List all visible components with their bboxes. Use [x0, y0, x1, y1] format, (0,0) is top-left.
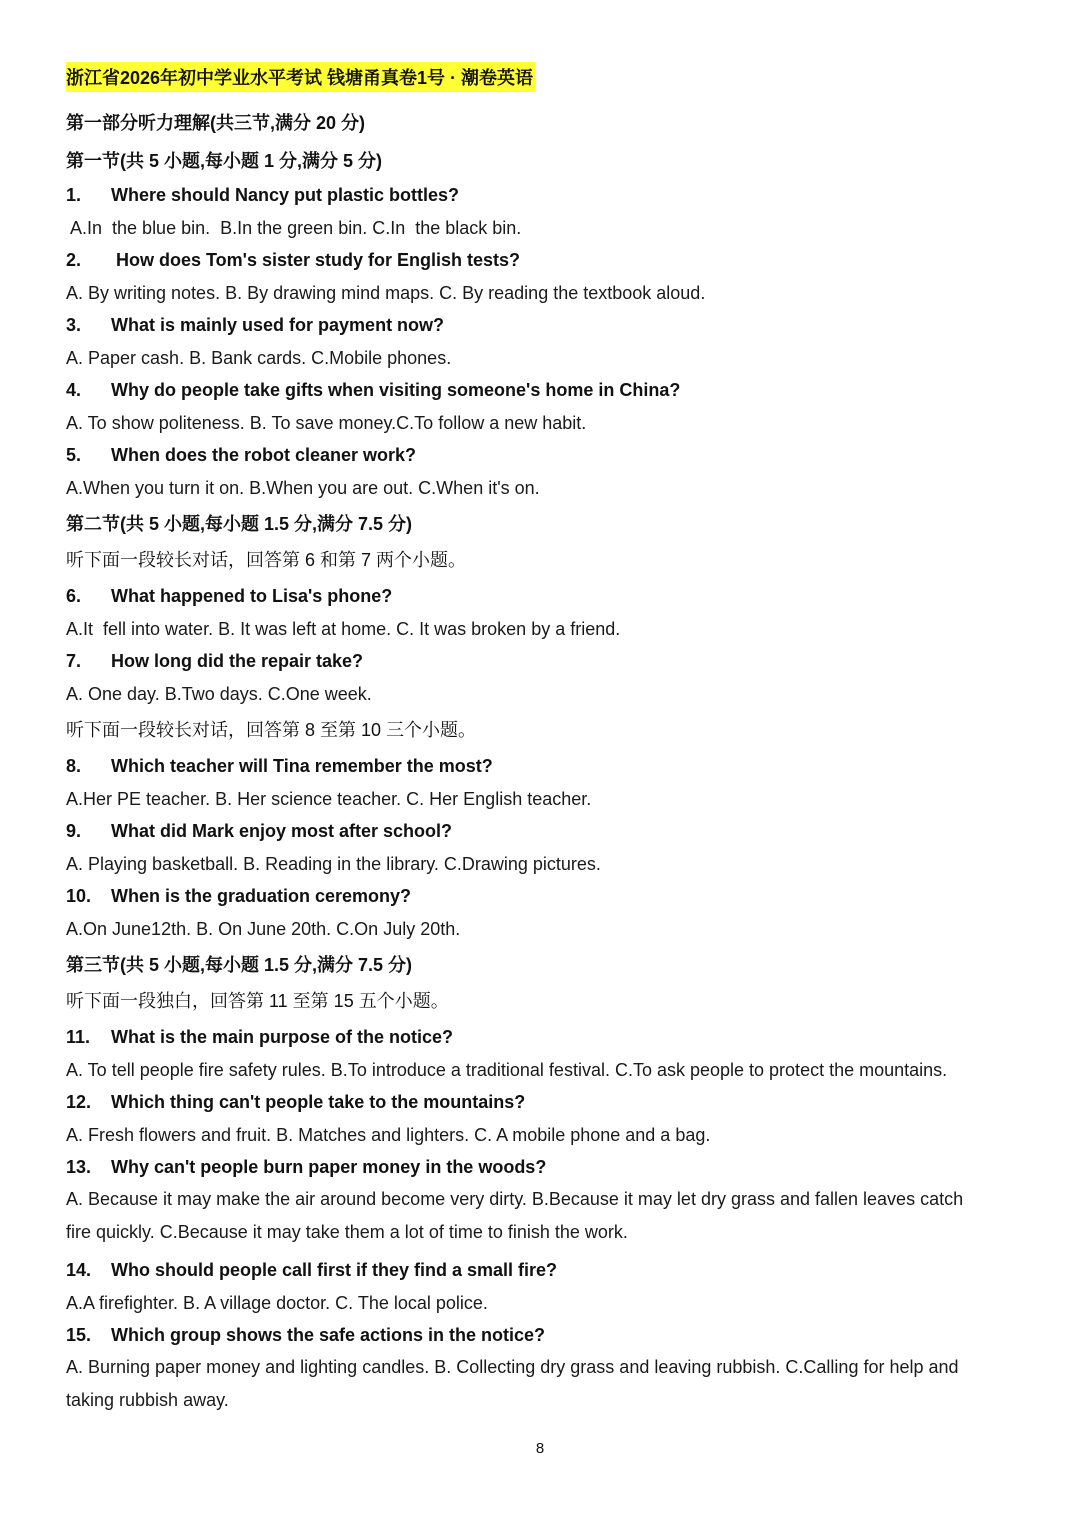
exam-page — [66, 62, 1026, 1417]
question-15 — [66, 1324, 1026, 1346]
instruction-6-7: 听下面一段较长对话，回答第 6 和第 7 两个小题。 — [66, 550, 467, 570]
question-number: 14. — [66, 1260, 92, 1280]
question-11 — [66, 1026, 1026, 1048]
question-options: A. Fresh flowers and fruit. B. Matches and lighters. C. A mobile phone and a bag. — [66, 1125, 711, 1145]
question-text: Where should Nancy put plastic bottles? — [111, 185, 460, 205]
question-8 — [66, 755, 1026, 777]
part-heading: 第一部分听力理解(共三节,满分 20 分) — [66, 113, 366, 133]
question-3 — [66, 314, 1026, 336]
question-options: A. By writing notes. B. By drawing mind maps. C. By reading the textbook aloud. — [66, 283, 706, 303]
question-2 — [66, 249, 1026, 271]
question-options: A. Because it may make the air around become very dirty. B.Because it may let dry grass and fallen leaves catch fire quickly. C.Because it may take them a lot of time to finish the work. — [66, 1189, 964, 1242]
question-text: What did Mark enjoy most after school? — [111, 821, 453, 841]
instruction-11-15: 听下面一段独白，回答第 11 至第 15 五个小题。 — [66, 991, 449, 1011]
question-number: 15. — [66, 1325, 92, 1345]
question-text: When does the robot cleaner work? — [111, 445, 417, 465]
question-options: A.It fell into water. B. It was left at home. C. It was broken by a friend. — [66, 619, 621, 639]
question-number: 10. — [66, 886, 92, 906]
question-options: A.On June12th. B. On June 20th. C.On July 20th. — [66, 919, 461, 939]
question-options: A.A firefighter. B. A village doctor. C. The local police. — [66, 1293, 488, 1313]
question-number: 6. — [66, 586, 82, 606]
question-number: 4. — [66, 380, 82, 400]
question-options: A. To tell people fire safety rules. B.To introduce a traditional festival. C.To ask people to protect the mountains. — [66, 1060, 948, 1080]
question-number: 8. — [66, 756, 82, 776]
question-7 — [66, 650, 1026, 672]
question-number: 12. — [66, 1092, 92, 1112]
section-heading-1: 第一节(共 5 小题,每小题 1 分,满分 5 分) — [66, 151, 383, 171]
question-options: A.When you turn it on. B.When you are out. C.When it's on. — [66, 478, 540, 498]
question-12 — [66, 1091, 1026, 1113]
question-text: Why do people take gifts when visiting someone's home in China? — [111, 380, 681, 400]
question-text: Which group shows the safe actions in the notice? — [111, 1325, 546, 1345]
question-text: How does Tom's sister study for English tests? — [111, 250, 521, 270]
question-options: A.In the blue bin. B.In the green bin. C.In the black bin. — [66, 218, 522, 238]
question-1 — [66, 184, 1026, 206]
question-14 — [66, 1259, 1026, 1281]
question-number: 3. — [66, 315, 82, 335]
question-text: Why can't people burn paper money in the woods? — [111, 1157, 547, 1177]
question-text: What happened to Lisa's phone? — [111, 586, 393, 606]
question-number: 1. — [66, 185, 82, 205]
question-options: A. To show politeness. B. To save money.C.To follow a new habit. — [66, 413, 587, 433]
question-text: Which teacher will Tina remember the most? — [111, 756, 493, 776]
question-text: What is mainly used for payment now? — [111, 315, 445, 335]
section-heading-2: 第二节(共 5 小题,每小题 1.5 分,满分 7.5 分) — [66, 514, 413, 534]
question-number: 13. — [66, 1157, 92, 1177]
section-heading-3: 第三节(共 5 小题,每小题 1.5 分,满分 7.5 分) — [66, 955, 413, 975]
question-text: What is the main purpose of the notice? — [111, 1027, 454, 1047]
question-6 — [66, 585, 1026, 607]
question-text: Which thing can't people take to the mountains? — [111, 1092, 526, 1112]
question-number: 9. — [66, 821, 82, 841]
question-10 — [66, 885, 1026, 907]
page-number: 8 — [535, 1440, 545, 1457]
instruction-8-10: 听下面一段较长对话，回答第 8 至第 10 三个小题。 — [66, 720, 477, 740]
question-number: 5. — [66, 445, 82, 465]
question-text: When is the graduation ceremony? — [111, 886, 412, 906]
question-options: A.Her PE teacher. B. Her science teacher. C. Her English teacher. — [66, 789, 592, 809]
question-options: A. One day. B.Two days. C.One week. — [66, 684, 372, 704]
question-number: 7. — [66, 651, 82, 671]
question-options: A. Paper cash. B. Bank cards. C.Mobile phones. — [66, 348, 452, 368]
question-text: How long did the repair take? — [111, 651, 364, 671]
question-number: 11. — [66, 1027, 91, 1047]
question-13 — [66, 1156, 1026, 1178]
question-9 — [66, 820, 1026, 842]
question-5 — [66, 444, 1026, 466]
question-4 — [66, 379, 1026, 401]
question-options: A. Burning paper money and lighting candles. B. Collecting dry grass and leaving rubbish. C.Calling for help and taking rubbish away. — [66, 1357, 959, 1410]
exam-title: 浙江省2026年初中学业水平考试 钱塘甬真卷1号 · 潮卷英语 — [66, 62, 535, 92]
question-text: Who should people call first if they find a small fire? — [111, 1260, 558, 1280]
question-options: A. Playing basketball. B. Reading in the library. C.Drawing pictures. — [66, 854, 601, 874]
question-number: 2. — [66, 250, 82, 270]
